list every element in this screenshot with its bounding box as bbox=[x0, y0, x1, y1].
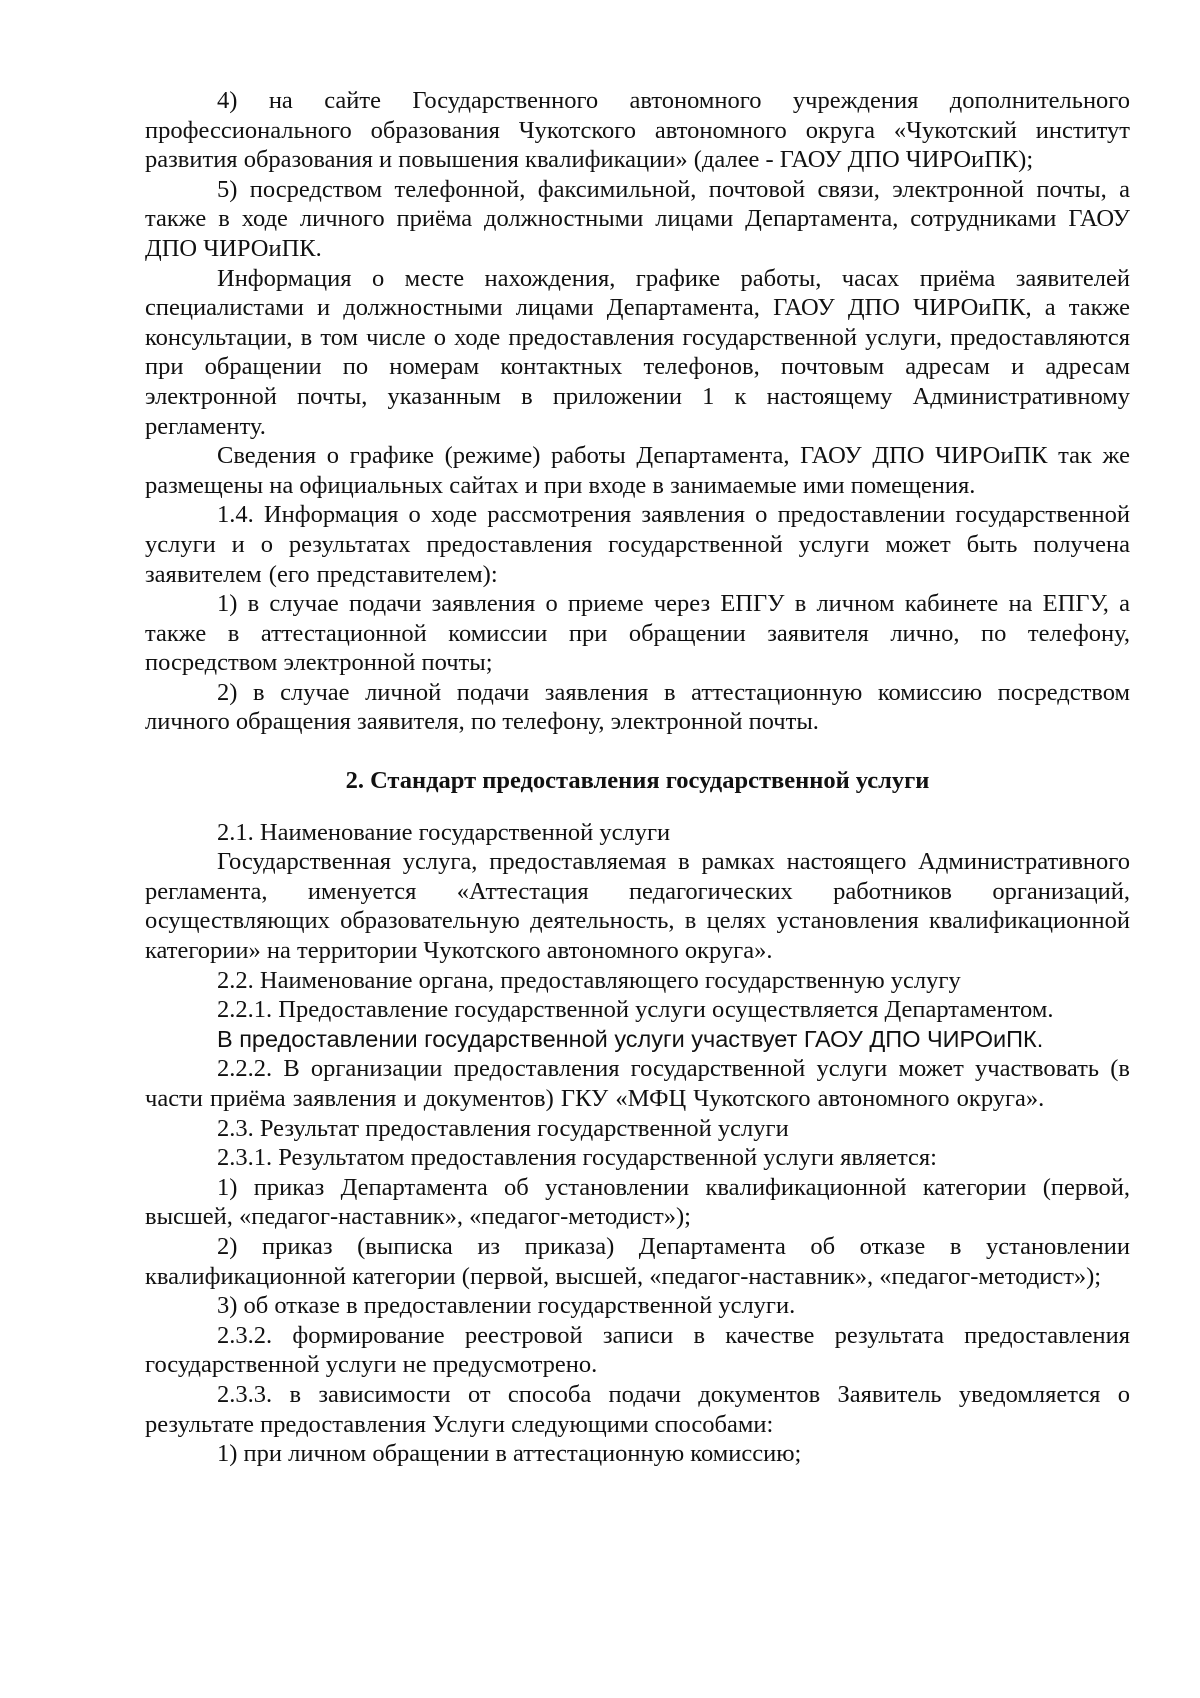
section-title: 2. Стандарт предоставления государственной услуги bbox=[345, 767, 930, 795]
paragraph-clause-1-4: 1.4. Информация о ходе рассмотрения заявления о предоставлении государственной услуги и о результатах предоставления государственной услуги может быть получена заявителем (его представителем): bbox=[145, 501, 1130, 588]
paragraph-participant: В предоставлении государственной услуги участвует ГАОУ ДПО ЧИРОиПК. bbox=[217, 1025, 1044, 1052]
paragraph-personal-submission-item: 2) в случае личной подачи заявления в аттестационную комиссию посредством личного обращения заявителя, по телефону, электронной почты. bbox=[145, 678, 1130, 736]
paragraph-schedule-info: Сведения о графике (режиме) работы Департамента, ГАОУ ДПО ЧИРОиПК так же размещены на официальных сайтах и при входе в занимаемые ими помещения. bbox=[145, 442, 1130, 499]
paragraph-clause-2-2: 2.2. Наименование органа, предоставляющего государственную услугу bbox=[217, 966, 961, 994]
paragraph-result-item-3: 3) об отказе в предоставлении государственной услуги. bbox=[217, 1292, 796, 1320]
document-page bbox=[145, 86, 1130, 1469]
paragraph-clause-2-2-1: 2.2.1. Предоставление государственной услуги осуществляется Департаментом. bbox=[217, 996, 1054, 1024]
paragraph-contact-means-item: 5) посредством телефонной, факсимильной, почтовой связи, электронной почты, а также в ходе личного приёма должностными лицами Департамента, сотрудниками ГАОУ ДПО ЧИРОиПК. bbox=[145, 175, 1130, 262]
paragraph-clause-2-3: 2.3. Результат предоставления государственной услуги bbox=[217, 1114, 789, 1142]
paragraph-result-item-1: 1) приказ Департамента об установлении квалификационной категории (первой, высшей, «педагог-наставник», «педагог-методист»); bbox=[145, 1173, 1130, 1231]
paragraph-clause-2-3-2: 2.3.2. формирование реестровой записи в качестве результата предоставления государственной услуги не предусмотрено. bbox=[145, 1321, 1130, 1379]
paragraph-result-item-2: 2) приказ (выписка из приказа) Департамента об отказе в установлении квалификационной категории (первой, высшей, «педагог-наставник», «педагог-методист»); bbox=[145, 1232, 1130, 1290]
paragraph-clause-2-3-1: 2.3.1. Результатом предоставления государственной услуги является: bbox=[217, 1144, 937, 1172]
paragraph-epgu-item: 1) в случае подачи заявления о приеме через ЕПГУ в личном кабинете на ЕПГУ, а также в аттестационной комиссии при обращении заявителя лично, по телефону, посредством электронной почты; bbox=[145, 590, 1130, 677]
paragraph-clause-2-2-2: 2.2.2. В организации предоставления государственной услуги может участвовать (в части приёма заявления и документов) ГКУ «МФЦ Чукотского автономного округа». bbox=[145, 1055, 1130, 1112]
paragraph-website-item: 4) на сайте Государственного автономного учреждения дополнительного профессионального образования Чукотского автономного округа «Чукотский институт развития образования и повышения квалификации» (далее - ГАОУ ДПО ЧИРОиПК); bbox=[145, 87, 1130, 174]
paragraph-location-info: Информация о месте нахождения, графике работы, часах приёма заявителей специалистами и должностными лицами Департамента, ГАОУ ДПО ЧИРОиПК, а также консультации, в том числе о ходе предоставления государственной услуги, предоставляются при обращении по номерам контактных телефонов, почтовым адресам и адресам электронной почты, указанным в приложении 1 к настоящему Административному регламенту. bbox=[145, 264, 1130, 440]
paragraph-clause-2-1: 2.1. Наименование государственной услуги bbox=[217, 818, 671, 846]
paragraph-notification-item-1: 1) при личном обращении в аттестационную комиссию; bbox=[217, 1440, 802, 1468]
paragraph-clause-2-3-3: 2.3.3. в зависимости от способа подачи документов Заявитель уведомляется о результате предоставления Услуги следующими способами: bbox=[145, 1380, 1130, 1438]
paragraph-service-name: Государственная услуга, предоставляемая в рамках настоящего Административного регламента, именуется «Аттестация педагогических работников организаций, осуществляющих образовательную деятельность, в целях установления квалификационной категории» на территории Чукотского автономного округа». bbox=[145, 848, 1130, 965]
